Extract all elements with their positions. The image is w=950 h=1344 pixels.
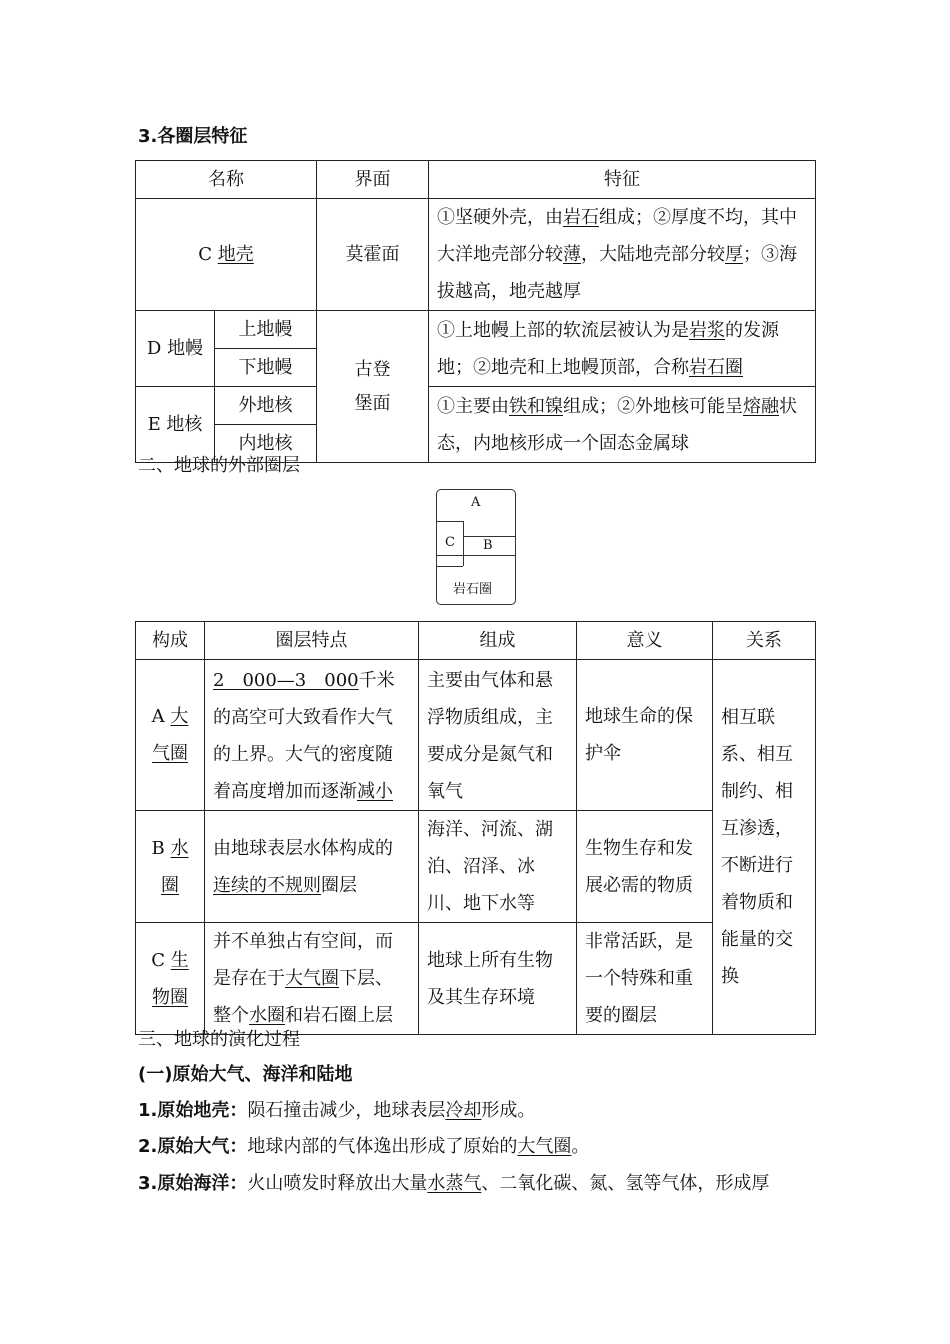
section-heading-layer-features: 3.各圈层特征 xyxy=(138,126,248,147)
lower-mantle: 下地幔 xyxy=(215,349,317,387)
atmosphere-feature: 2 000—3 000千米的高空可大致看作大气的上界。大气的密度随着高度增加而逐渐减小 xyxy=(205,660,419,811)
atmosphere-composition: 主要由气体和悬浮物质组成，主要成分是氮气和氧气 xyxy=(419,660,577,811)
section-heading-evolution: 三、地球的演化过程 xyxy=(138,1029,300,1050)
biosphere-name: C 生物圈 xyxy=(136,923,205,1035)
header-features: 特征 xyxy=(429,161,816,199)
biosphere-composition: 地球上所有生物及其生存环境 xyxy=(419,923,577,1035)
hydrosphere-significance: 生物生存和发展必需的物质 xyxy=(577,811,713,923)
mantle-features: ①上地幔上部的软流层被认为是岩浆的发源地；②地壳和上地幔顶部，合称岩石圈 xyxy=(429,311,816,387)
item-primitive-crust: 1.原始地壳：陨石撞击减少，地球表层冷却形成。 xyxy=(138,1100,536,1121)
boundary-gutenberg: 古登 堡面 xyxy=(317,311,429,463)
relationship: 相互联系、相互制约、相互渗透，不断进行着物质和能量的交换 xyxy=(713,660,816,1035)
subheading-primitive: (一)原始大气、海洋和陆地 xyxy=(138,1064,353,1085)
diagram-label-b: B xyxy=(483,538,493,553)
header-significance: 意义 xyxy=(577,622,713,660)
layer-features-table xyxy=(135,160,816,463)
header-components: 组成 xyxy=(419,622,577,660)
crust-features: ①坚硬外壳，由岩石组成；②厚度不均，其中大洋地壳部分较薄，大陆地壳部分较厚；③海拔越高，地壳越厚 xyxy=(429,199,816,311)
section-heading-outer-layers: 二、地球的外部圈层 xyxy=(138,455,300,476)
header-layer-features: 圈层特点 xyxy=(205,622,419,660)
hydrosphere-feature: 由地球表层水体构成的连续的不规则圈层 xyxy=(205,811,419,923)
biosphere-feature: 并不单独占有空间，而是存在于大气圈下层、整个水圈和岩石圈上层 xyxy=(205,923,419,1035)
header-boundary: 界面 xyxy=(317,161,429,199)
diagram-b-top xyxy=(463,536,515,537)
diagram-c-side xyxy=(463,521,464,566)
boundary-moho: 莫霍面 xyxy=(317,199,429,311)
diagram-label-c: C xyxy=(445,535,455,550)
header-name: 名称 xyxy=(136,161,317,199)
header-relationship: 关系 xyxy=(713,622,816,660)
inner-core: 内地核 xyxy=(215,425,317,463)
outer-layers-table xyxy=(135,621,816,1035)
atmosphere-significance: 地球生命的保护伞 xyxy=(577,660,713,811)
diagram-label-lithosphere: 岩石圈 xyxy=(453,582,493,597)
diagram-label-a: A xyxy=(471,495,481,510)
hydrosphere-composition: 海洋、河流、湖泊、沼泽、冰川、地下水等 xyxy=(419,811,577,923)
atmosphere-name: A 大气圈 xyxy=(136,660,205,811)
hydrosphere-name: B 水圈 xyxy=(136,811,205,923)
diagram-c-bottom xyxy=(437,566,463,567)
upper-mantle: 上地幔 xyxy=(215,311,317,349)
core-name: E 地核 xyxy=(136,387,215,463)
diagram-c-top xyxy=(437,521,463,522)
outer-core: 外地核 xyxy=(215,387,317,425)
crust-name: C 地壳 xyxy=(136,199,317,311)
header-composition: 构成 xyxy=(136,622,205,660)
item-primitive-atmosphere: 2.原始大气：地球内部的气体逸出形成了原始的大气圈。 xyxy=(138,1136,590,1157)
item-primitive-ocean: 3.原始海洋：火山喷发时释放出大量水蒸气、二氧化碳、氮、氢等气体，形成厚 xyxy=(138,1173,770,1194)
mantle-name: D 地幔 xyxy=(136,311,215,387)
core-features: ①主要由铁和镍组成；②外地核可能呈熔融状态，内地核形成一个固态金属球 xyxy=(429,387,816,463)
biosphere-significance: 非常活跃，是一个特殊和重要的圈层 xyxy=(577,923,713,1035)
outer-layers-diagram xyxy=(436,489,516,605)
diagram-b-bottom xyxy=(437,555,515,556)
